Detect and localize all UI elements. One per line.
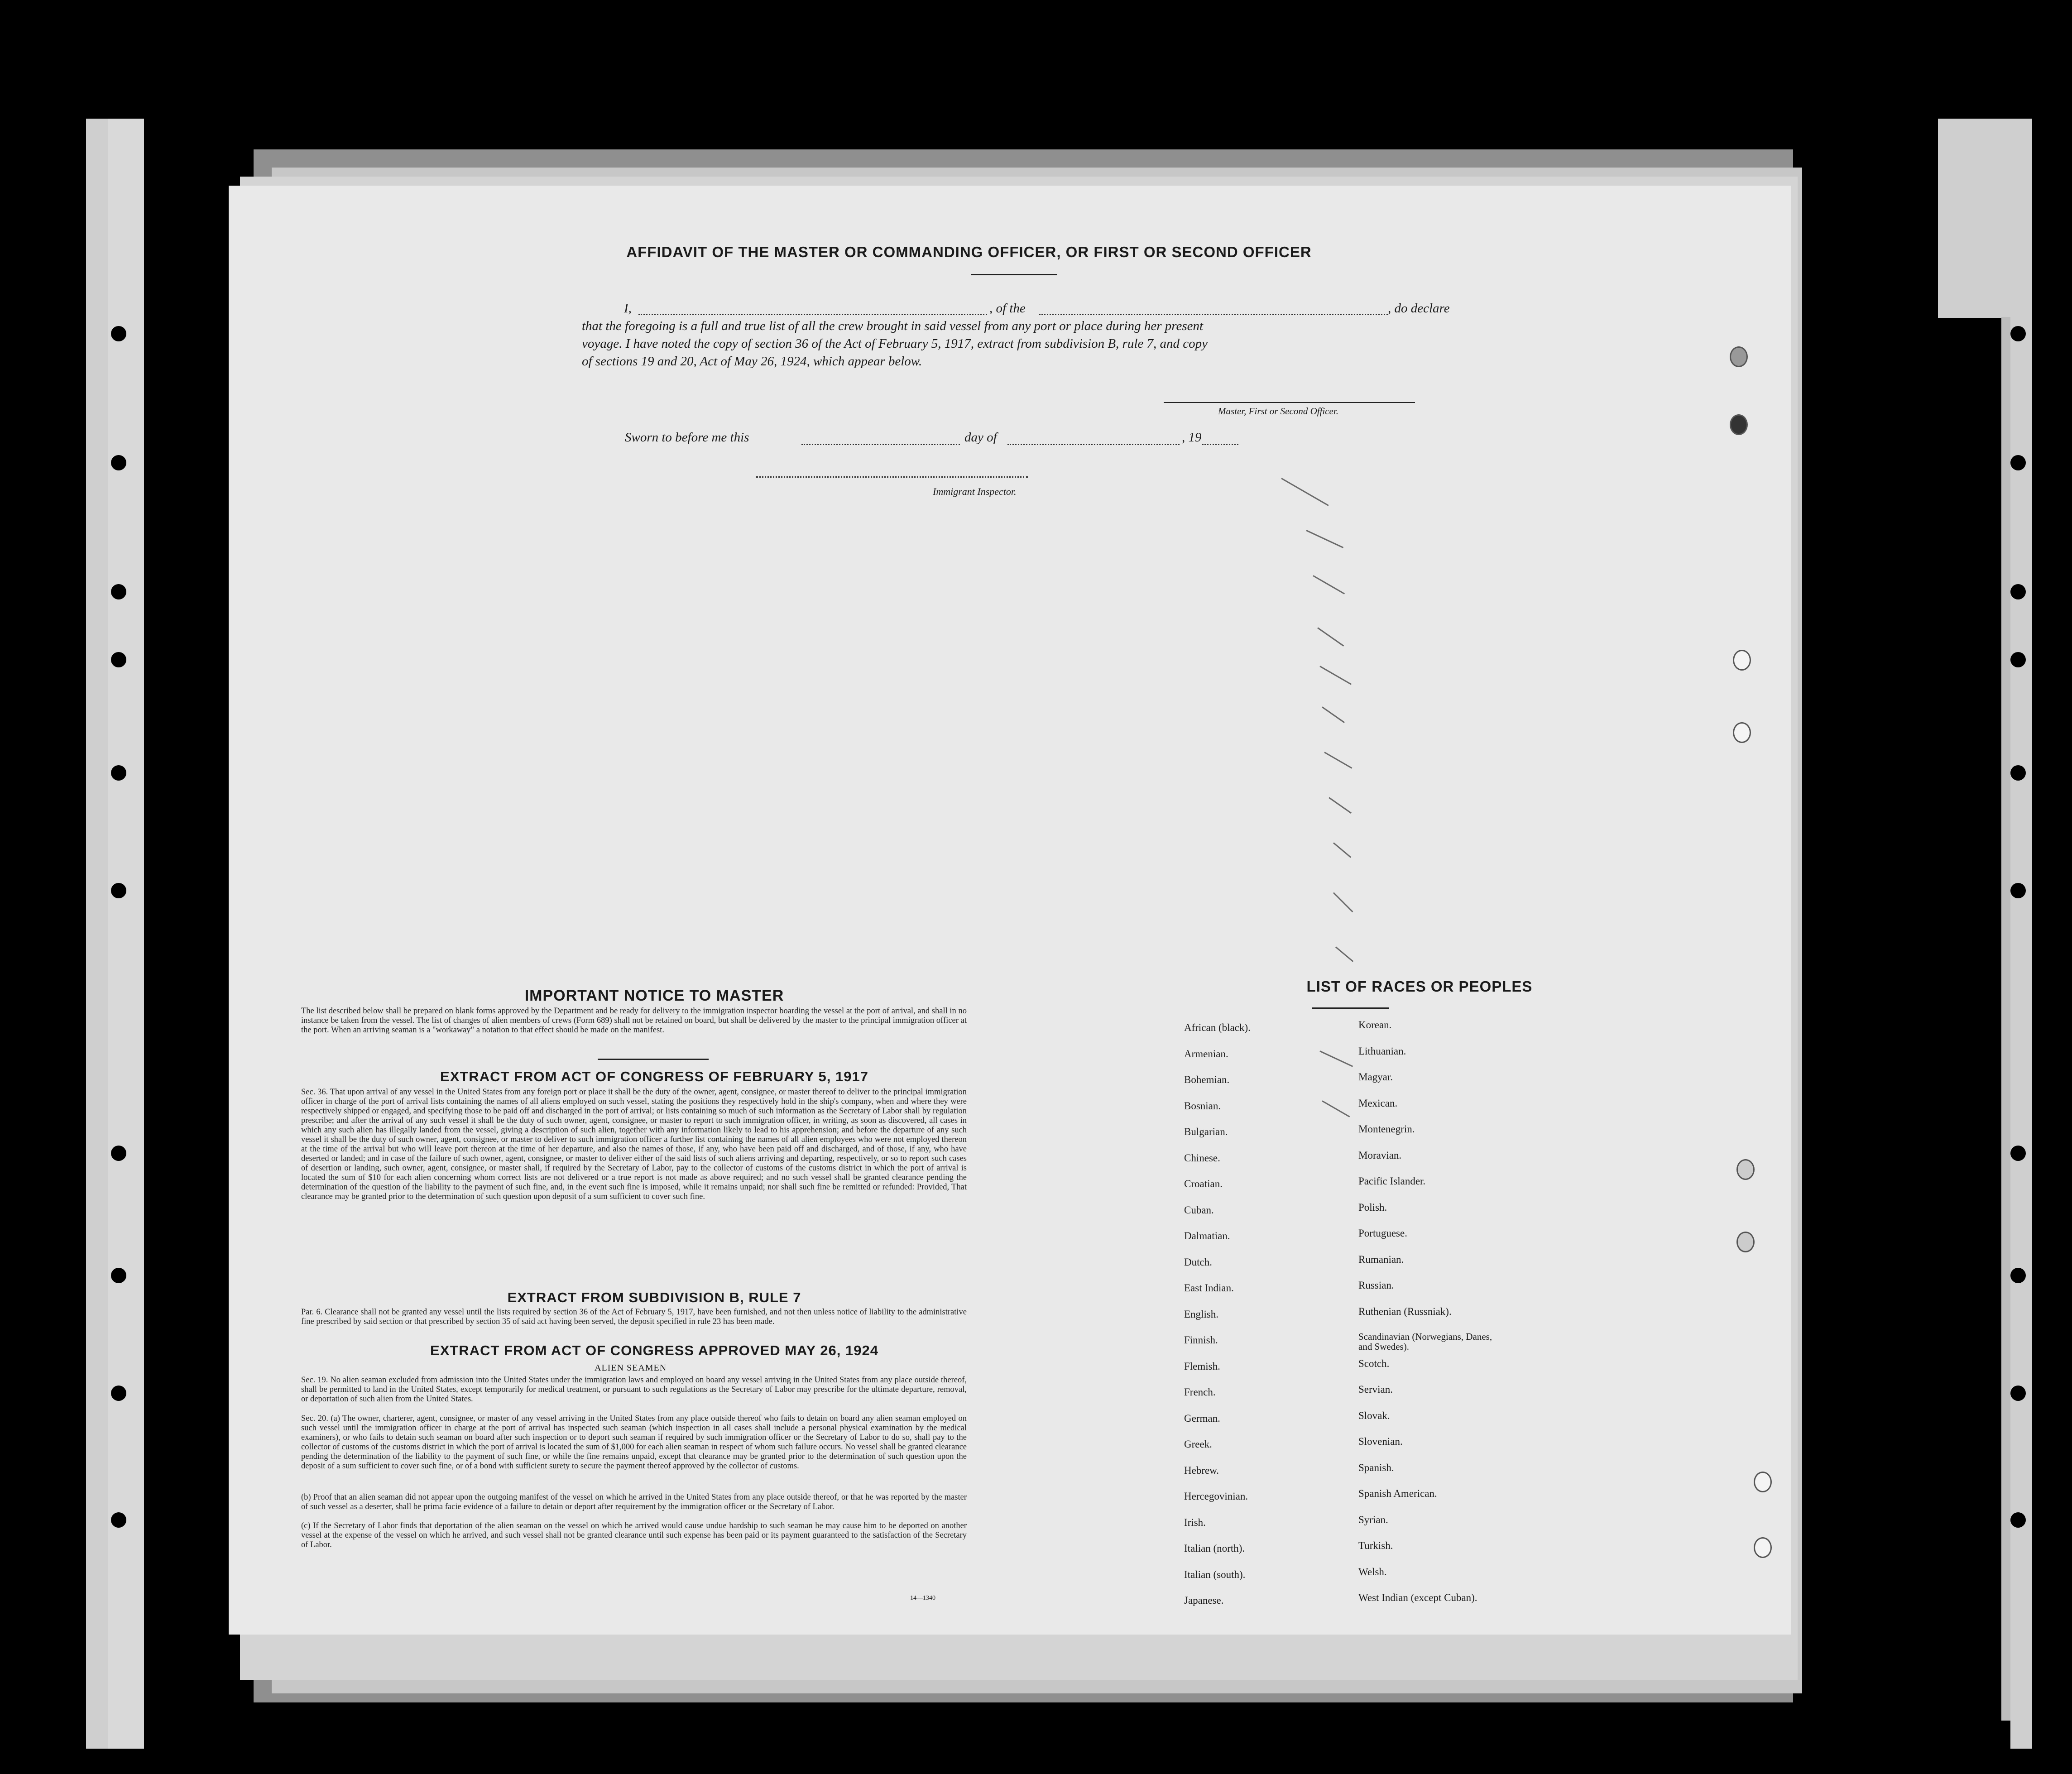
binder-hole xyxy=(1730,414,1748,435)
act-1917-text xyxy=(301,1088,967,1202)
sprocket-hole xyxy=(111,883,126,898)
race-item: Servian. xyxy=(1358,1384,1393,1395)
pencil-mark xyxy=(1333,892,1353,912)
race-item: Hercegovinian. xyxy=(1184,1491,1248,1502)
race-item: Dutch. xyxy=(1184,1256,1212,1268)
sprocket-hole xyxy=(111,1386,126,1401)
race-item: Croatian. xyxy=(1184,1178,1223,1189)
notice-text: The list described below shall be prepared on blank forms approved by the Department and be ready for delivery to the immigration inspector boarding the vessel at the port of arrival, and shall in no instance be taken from the vessel. The list of changes of alien members of crews (Form 689) shall not be retained on board, but shall be delivered by the master to the principal immigration officer at the port. When an arriving seaman is a "workaway" a notation to that effect should be made on the manifest. xyxy=(301,1007,967,1035)
sworn-year-field xyxy=(1202,444,1238,445)
race-item: Finnish. xyxy=(1184,1334,1218,1346)
affidavit-line-3: voyage. I have noted the copy of section 36 of the Act of February 5, 1917, extract from subdivision B, rule 7, and copy xyxy=(582,336,1208,351)
sprocket-hole xyxy=(2010,326,2026,341)
race-item: French. xyxy=(1184,1386,1216,1398)
affidavit-page xyxy=(229,186,1791,1635)
race-item: Turkish. xyxy=(1358,1540,1393,1551)
race-item: Bohemian. xyxy=(1184,1074,1230,1085)
act-1924-sec-19: Sec. 19. No alien seaman excluded from admission into the United States under the immigration laws and employed on board any vessel arriving in the United States from any place outside thereof, shall be permitted to land in the United States, except temporarily for medical treatment, or pursuant to such regulations as the Secretary of Labor may prescribe for the ultimate departure, removal, or deportation of such alien from the United States. xyxy=(301,1376,967,1404)
vessel-name-field xyxy=(1039,314,1388,315)
race-item: Russian. xyxy=(1358,1280,1394,1291)
races-divider xyxy=(1312,1007,1389,1009)
act-1924-sec-20a: Sec. 20. (a) The owner, charterer, agent, consignee, or master of any vessel arriving in the United States from any place outside thereof who fails to detain on board any alien seaman employed on such vessel until the immigration officer in charge at the port of arrival has inspected such seaman (which inspection in all cases shall include a personal physical examination by the medical examiners), or who fails to detain such seaman on board after such inspection or to deport such seaman if required by such immigration officer or the Secretary of Labor to do so, shall pay to the collector of customs of the customs district in which the port of arrival is located the sum of $1,000 for each alien seaman in respect of whom such failure occurs. No vessel shall be granted clearance pending the determination of the liability to the payment of such fine, or while the fine remains unpaid, except that clearance may be granted prior to the determination of such question upon the deposit of a sum sufficient to cover such fine, or of a bond with sufficient surety to secure the payment thereof approved by the collector of customs. xyxy=(301,1414,967,1471)
year-label: , 19 xyxy=(1182,430,1202,445)
race-item: Ruthenian (Russniak). xyxy=(1358,1305,1452,1317)
race-item: Pacific Islander. xyxy=(1358,1175,1426,1187)
affidavit-title: AFFIDAVIT OF THE MASTER OR COMMANDING OFFICER, OR FIRST OR SECOND OFFICER xyxy=(626,244,1312,260)
act-1924-sec-20c: (c) If the Secretary of Labor finds that deportation of the alien seaman on the vessel on which he arrived would cause undue hardship to such seaman he may cause him to be deported on another vessel at the expense of the vessel on which he arrived, and such vessel shall not be granted clearance until such expense has been paid or its payment guaranteed to the satisfaction of the Secretary of Labor. xyxy=(301,1521,967,1549)
race-item: Syrian. xyxy=(1358,1514,1388,1525)
race-item: Hebrew. xyxy=(1184,1464,1219,1476)
pencil-mark xyxy=(1322,1100,1350,1117)
right-film-strip xyxy=(2010,119,2032,1749)
act-1917-title: EXTRACT FROM ACT OF CONGRESS OF FEBRUARY 5, 1917 xyxy=(440,1069,868,1084)
binder-hole xyxy=(1733,722,1751,743)
race-item: Slovak. xyxy=(1358,1410,1390,1421)
left-film-strip xyxy=(86,119,108,1749)
pencil-mark xyxy=(1306,530,1343,548)
race-item: Cuban. xyxy=(1184,1204,1214,1216)
sworn-month-field xyxy=(1007,444,1180,445)
notice-title: IMPORTANT NOTICE TO MASTER xyxy=(524,987,784,1004)
race-item: Italian (south). xyxy=(1184,1568,1246,1580)
sprocket-hole xyxy=(2010,1146,2026,1161)
sprocket-hole xyxy=(2010,1512,2026,1528)
act-1924-title: EXTRACT FROM ACT OF CONGRESS APPROVED MAY 26, 1924 xyxy=(430,1342,878,1358)
race-item: Scandinavian (Norwegians, Danes, and Swedes). xyxy=(1358,1331,1492,1352)
race-item: Portuguese. xyxy=(1358,1227,1407,1239)
rule-7-text: Par. 6. Clearance shall not be granted any vessel until the lists required by section 36 of the Act of February 5, 1917, have been furnished, and not then unless notice of liability to the administrative fine prescribed by said section or that prescribed by section 35 of said act having been served, the deposit specified in rule 23 has been made. xyxy=(301,1308,967,1326)
race-item: East Indian. xyxy=(1184,1282,1234,1294)
race-item: Polish. xyxy=(1358,1201,1387,1213)
pencil-mark xyxy=(1319,666,1352,685)
sprocket-hole xyxy=(111,326,126,341)
inspector-signature-line xyxy=(756,476,1028,478)
act-1917-body: That upon arrival of any vessel in the United States from any foreign port or place it shall be the duty of the owner, agent, consignee, or master thereof to deliver to the principal immigration officer in charge of the port of arrival lists containing the names of all aliens employed on such vessel, stating the positions they respectively hold in the ship's company, when and where they were respectively shipped or engaged, and specifying those to be paid off and discharged in the port of arrival; or lists containing so much of such information as the Secretary of Labor shall by regulation prescribe; and after the arrival of any such vessel it shall be the duty of such owner, agent, consignee, or master to report to such immigration officer, in writing, as soon as discovered, all cases in which any such alien has illegally landed from the vessel, giving a description of such alien, together with any information likely to lead to his apprehension; and before the departure of any such vessel it shall be the duty of such owner, agent, consignee, or master to deliver to such immigration officer a further list containing the names of all alien employees who were not employed thereon at the time of the arrival but who will leave port thereon at the time of her departure, and also the names of those, if any, who have been paid off and discharged, and of those, if any, who have deserted or landed; and in case of the failure of such owner, agent, consignee, or master to deliver either of the said lists of such aliens arriving and departing, respectively, or so to report such cases of desertion or landing, such owner, agent, consignee, or master shall, if required by the Secretary of Labor, pay to the collector of customs of the customs district in which the port of arrival is located the sum of $10 for each alien concerning whom correct lists are not delivered or a true report is not made as above required; and no such vessel shall be granted clearance pending the determination of the question of the liability to the payment of such fine, and, in the event such fine is imposed, while it remains unpaid; nor shall such fine be remitted or refunded: Provided, That clearance may be granted prior to the determination of such question upon deposit of a sum sufficient to cover such fine. xyxy=(301,1088,967,1201)
vessel-label: , of the xyxy=(989,301,1026,316)
form-number: 14—1340 xyxy=(910,1595,935,1601)
sprocket-hole xyxy=(111,652,126,667)
sprocket-hole xyxy=(111,1268,126,1283)
race-item: Magyar. xyxy=(1358,1071,1393,1083)
affidavit-line-2: that the foregoing is a full and true list of all the crew brought in said vessel from any port or place during her present xyxy=(582,319,1204,333)
race-item: African (black). xyxy=(1184,1022,1251,1033)
pencil-mark xyxy=(1329,797,1352,814)
pencil-mark xyxy=(1322,706,1345,723)
race-item: Flemish. xyxy=(1184,1360,1220,1372)
race-item: Greek. xyxy=(1184,1438,1212,1450)
sworn-day-field xyxy=(801,444,960,445)
binder-hole xyxy=(1754,1472,1772,1492)
race-item: Chinese. xyxy=(1184,1152,1220,1164)
race-item: Dalmatian. xyxy=(1184,1230,1230,1242)
sprocket-hole xyxy=(2010,883,2026,898)
races-title: LIST OF RACES OR PEOPLES xyxy=(1306,978,1533,995)
left-film-strip-inner xyxy=(108,119,144,1749)
race-item: Scotch. xyxy=(1358,1357,1390,1369)
day-of-label: day of xyxy=(964,430,997,445)
race-item: Slovenian. xyxy=(1358,1436,1403,1447)
sprocket-hole xyxy=(2010,455,2026,470)
sprocket-hole xyxy=(111,1512,126,1528)
sprocket-hole xyxy=(111,765,126,781)
declare-text: , do declare xyxy=(1388,301,1450,316)
sworn-text: Sworn to before me this xyxy=(625,430,749,445)
race-item: West Indian (except Cuban). xyxy=(1358,1592,1477,1603)
signature-line xyxy=(1164,402,1415,403)
race-item: Spanish. xyxy=(1358,1462,1394,1473)
sprocket-hole xyxy=(111,584,126,599)
sprocket-hole xyxy=(2010,1268,2026,1283)
pencil-mark xyxy=(1324,752,1352,769)
pencil-mark xyxy=(1319,1050,1353,1067)
race-item: Rumanian. xyxy=(1358,1253,1404,1265)
race-item: Irish. xyxy=(1184,1516,1206,1528)
binder-hole xyxy=(1754,1537,1772,1558)
binder-hole xyxy=(1730,346,1748,367)
race-item: Korean. xyxy=(1358,1019,1392,1031)
sprocket-hole xyxy=(2010,765,2026,781)
pencil-mark xyxy=(1335,946,1353,962)
declarant-name-field xyxy=(638,314,987,315)
race-item: Mexican. xyxy=(1358,1097,1398,1109)
race-item: Montenegrin. xyxy=(1358,1123,1415,1135)
race-item: Lithuanian. xyxy=(1358,1045,1406,1057)
title-underline xyxy=(971,274,1057,275)
binder-hole xyxy=(1733,650,1751,671)
race-item: Bosnian. xyxy=(1184,1100,1221,1112)
right-film-strip-inner-2 xyxy=(2001,317,2010,1721)
sprocket-hole xyxy=(2010,1386,2026,1401)
act-1917-section: Sec. 36. xyxy=(301,1088,328,1097)
declarant-label: I, xyxy=(624,301,632,316)
race-item: Italian (north). xyxy=(1184,1543,1245,1554)
sprocket-hole xyxy=(111,1146,126,1161)
sprocket-hole xyxy=(2010,652,2026,667)
inspector-caption: Immigrant Inspector. xyxy=(933,486,1017,497)
rule-7-title: EXTRACT FROM SUBDIVISION B, RULE 7 xyxy=(507,1290,801,1305)
act-1924-sec-20b: (b) Proof that an alien seaman did not appear upon the outgoing manifest of the vessel on which he arrived in the United States from any place outside thereof, or that he was reported by the master of such vessel as a deserter, shall be prima facie evidence of a failure to detain or deport after requirement by the immigration officer or the Secretary of Labor. xyxy=(301,1493,967,1511)
right-film-strip-inner xyxy=(1938,119,2010,318)
race-item: Armenian. xyxy=(1184,1048,1228,1060)
binder-hole xyxy=(1736,1159,1755,1180)
pencil-mark xyxy=(1317,627,1344,647)
act-1924-subtitle: ALIEN SEAMEN xyxy=(595,1363,667,1373)
signature-caption: Master, First or Second Officer. xyxy=(1218,406,1338,417)
sprocket-hole xyxy=(2010,584,2026,599)
pencil-mark xyxy=(1313,575,1345,595)
notice-divider xyxy=(598,1059,709,1060)
affidavit-line-4: of sections 19 and 20, Act of May 26, 1924, which appear below. xyxy=(582,354,922,369)
race-item: German. xyxy=(1184,1412,1220,1424)
race-item: Spanish American. xyxy=(1358,1488,1437,1499)
binder-hole xyxy=(1736,1232,1755,1252)
race-item: Welsh. xyxy=(1358,1566,1387,1577)
race-item: Japanese. xyxy=(1184,1595,1224,1606)
race-item: Bulgarian. xyxy=(1184,1126,1228,1137)
race-item: English. xyxy=(1184,1308,1219,1320)
sprocket-hole xyxy=(111,455,126,470)
pencil-mark xyxy=(1281,478,1329,506)
race-item: Moravian. xyxy=(1358,1149,1402,1161)
pencil-mark xyxy=(1333,842,1351,858)
